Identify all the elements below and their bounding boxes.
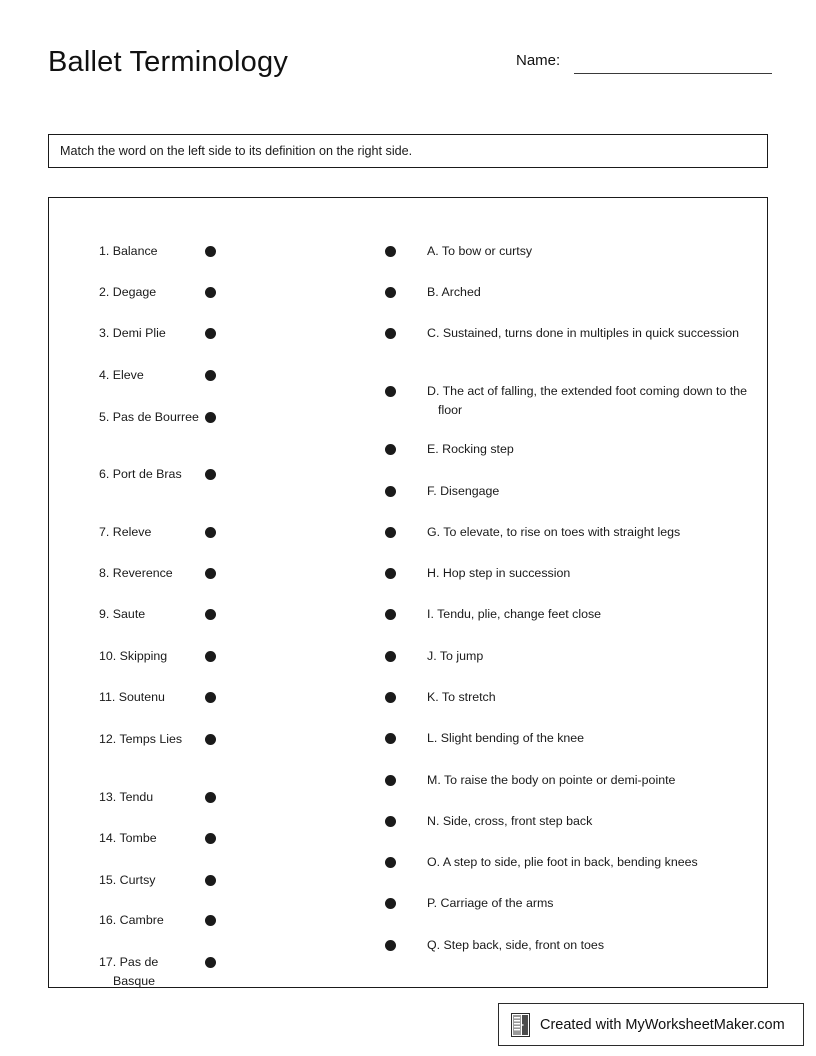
- term-label: 4. Eleve: [99, 368, 144, 382]
- instructions-text: Match the word on the left side to its definition on the right side.: [60, 144, 413, 158]
- term-connector-dot[interactable]: [205, 957, 216, 968]
- term-row: [63, 647, 216, 666]
- term-connector-dot[interactable]: [205, 412, 216, 423]
- term-label: 15. Curtsy: [99, 873, 156, 887]
- term-row: [63, 324, 216, 343]
- definition-row: [385, 482, 499, 501]
- definition-label: H. Hop step in succession: [427, 566, 571, 580]
- definition-row: [385, 729, 584, 748]
- term-label: 17. Pas de Basque: [99, 955, 159, 988]
- name-label: Name:: [516, 52, 561, 69]
- term-label: 16. Cambre: [99, 913, 164, 927]
- instructions-box: [48, 134, 768, 168]
- definition-label: D. The act of falling, the extended foot coming down to the floor: [427, 384, 748, 417]
- term-row: [63, 605, 216, 624]
- definition-connector-dot[interactable]: [385, 527, 396, 538]
- term-row: [63, 911, 216, 930]
- term-connector-dot[interactable]: [205, 370, 216, 381]
- term-connector-dot[interactable]: [205, 792, 216, 803]
- term-label: 1. Balance: [99, 244, 158, 258]
- term-row: [63, 688, 216, 707]
- definition-label: L. Slight bending of the knee: [427, 731, 585, 745]
- term-label: 12. Temps Lies: [99, 732, 183, 746]
- definition-label: F. Disengage: [427, 484, 500, 498]
- definition-label: P. Carriage of the arms: [427, 896, 554, 910]
- definition-label: N. Side, cross, front step back: [427, 814, 593, 828]
- definition-label: G. To elevate, to rise on toes with straight legs: [427, 525, 681, 539]
- term-row: [63, 408, 216, 427]
- definition-row: [385, 812, 592, 831]
- term-row: [63, 523, 216, 542]
- term-connector-dot[interactable]: [205, 246, 216, 257]
- definition-row: [385, 647, 483, 666]
- definition-row: [385, 283, 481, 302]
- definition-row: [385, 242, 532, 261]
- term-row: [63, 953, 216, 991]
- term-row: [63, 242, 216, 261]
- term-label: 5. Pas de Bourree: [99, 410, 199, 424]
- definition-connector-dot[interactable]: [385, 328, 396, 339]
- term-label: 13. Tendu: [99, 790, 154, 804]
- definition-connector-dot[interactable]: [385, 651, 396, 662]
- definition-label: M. To raise the body on pointe or demi-pointe: [427, 773, 676, 787]
- definition-label: C. Sustained, turns done in multiples in quick succession: [427, 326, 739, 340]
- term-connector-dot[interactable]: [205, 734, 216, 745]
- definition-connector-dot[interactable]: [385, 444, 396, 455]
- term-row: [63, 730, 216, 749]
- term-row: [63, 788, 216, 807]
- name-input-line[interactable]: [574, 73, 772, 74]
- term-label: 6. Port de Bras: [99, 467, 182, 481]
- definition-row: [385, 440, 514, 459]
- footer-badge-text: Created with MyWorksheetMaker.com: [540, 1016, 785, 1033]
- definition-connector-dot[interactable]: [385, 568, 396, 579]
- definition-row: [385, 382, 755, 420]
- definition-connector-dot[interactable]: [385, 898, 396, 909]
- term-label: 10. Skipping: [99, 649, 168, 663]
- definition-row: [385, 564, 570, 583]
- footer-badge[interactable]: [498, 1003, 804, 1046]
- definition-row: [385, 936, 604, 955]
- matching-columns: [49, 198, 767, 987]
- term-connector-dot[interactable]: [205, 915, 216, 926]
- term-row: [63, 465, 216, 484]
- term-connector-dot[interactable]: [205, 287, 216, 298]
- term-label: 3. Demi Plie: [99, 326, 166, 340]
- term-connector-dot[interactable]: [205, 328, 216, 339]
- definition-connector-dot[interactable]: [385, 775, 396, 786]
- term-connector-dot[interactable]: [205, 527, 216, 538]
- definition-label: A. To bow or curtsy: [427, 244, 533, 258]
- term-row: [63, 366, 216, 385]
- definition-connector-dot[interactable]: [385, 733, 396, 744]
- definition-row: [385, 523, 680, 542]
- term-connector-dot[interactable]: [205, 651, 216, 662]
- definition-row: [385, 771, 675, 790]
- definition-row: [385, 688, 496, 707]
- definition-label: O. A step to side, plie foot in back, bending knees: [427, 855, 698, 869]
- definition-connector-dot[interactable]: [385, 940, 396, 951]
- term-label: 8. Reverence: [99, 566, 173, 580]
- term-row: [63, 564, 216, 583]
- definition-connector-dot[interactable]: [385, 246, 396, 257]
- definition-connector-dot[interactable]: [385, 486, 396, 497]
- term-label: 2. Degage: [99, 285, 157, 299]
- term-connector-dot[interactable]: [205, 692, 216, 703]
- term-label: 11. Soutenu: [99, 690, 165, 704]
- term-row: [63, 283, 216, 302]
- term-connector-dot[interactable]: [205, 833, 216, 844]
- definition-label: I. Tendu, plie, change feet close: [427, 607, 602, 621]
- definition-row: [385, 894, 554, 913]
- definition-connector-dot[interactable]: [385, 609, 396, 620]
- term-label: 9. Saute: [99, 607, 146, 621]
- definition-label: B. Arched: [427, 285, 481, 299]
- page-title: Ballet Terminology: [48, 46, 289, 78]
- worksheet-maker-logo-icon: [511, 1013, 530, 1037]
- definition-row: [385, 324, 739, 343]
- term-label: 14. Tombe: [99, 831, 157, 845]
- matching-exercise-box: [48, 197, 768, 988]
- definition-label: E. Rocking step: [427, 442, 514, 456]
- definition-row: [385, 605, 601, 624]
- definition-row: [385, 853, 698, 872]
- definition-connector-dot[interactable]: [385, 692, 396, 703]
- definition-label: K. To stretch: [427, 690, 496, 704]
- term-row: [63, 829, 216, 848]
- definition-label: Q. Step back, side, front on toes: [427, 938, 605, 952]
- term-connector-dot[interactable]: [205, 568, 216, 579]
- definition-connector-dot[interactable]: [385, 386, 396, 397]
- term-connector-dot[interactable]: [205, 875, 216, 886]
- definition-label: J. To jump: [427, 649, 484, 663]
- term-label: 7. Releve: [99, 525, 152, 539]
- definition-connector-dot[interactable]: [385, 816, 396, 827]
- name-field-block: [516, 52, 772, 82]
- definition-connector-dot[interactable]: [385, 857, 396, 868]
- definition-connector-dot[interactable]: [385, 287, 396, 298]
- term-connector-dot[interactable]: [205, 609, 216, 620]
- term-row: [63, 871, 216, 890]
- term-connector-dot[interactable]: [205, 469, 216, 480]
